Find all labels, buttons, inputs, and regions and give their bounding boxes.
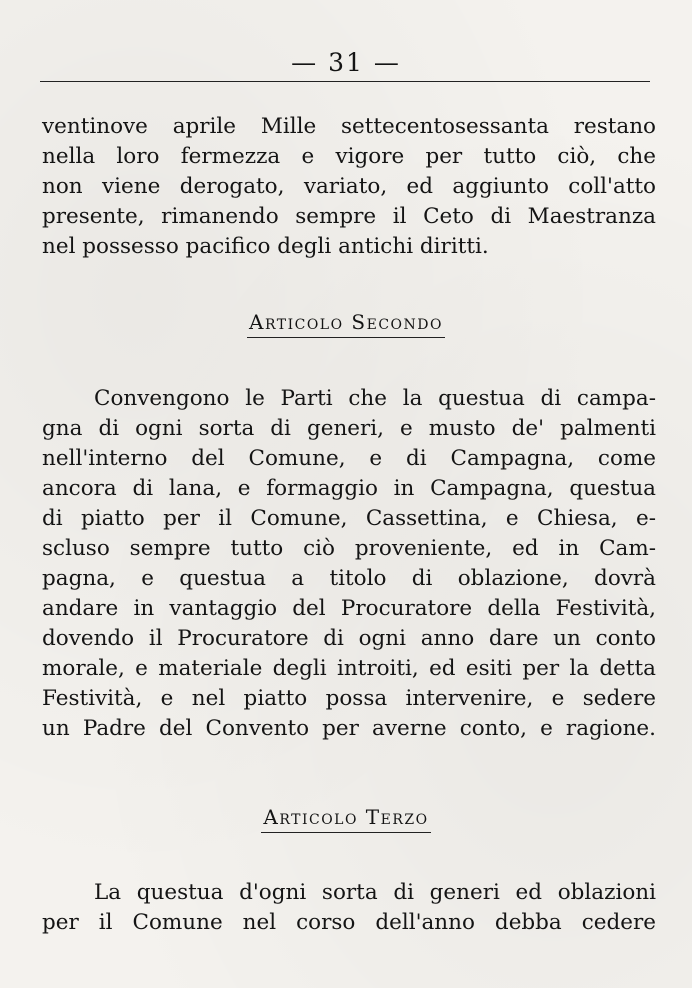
article-third-body (42, 878, 656, 938)
text-line: nel possesso pacifico degli antichi diritti. (42, 234, 489, 259)
text-line: scluso sempre tutto ciò proveniente, ed in Cam- (42, 536, 656, 561)
text-line: Festività, e nel piatto possa intervenire, e sedere (42, 686, 656, 711)
article-heading-third (0, 805, 692, 833)
text-line: andare in vantaggio del Procuratore della Festività, (42, 596, 656, 621)
paragraph-continuation (42, 112, 656, 262)
text-line: ventinove aprile Mille settecentosessanta restano (42, 114, 656, 139)
text-line: pagna, e questua a titolo di oblazione, dovrà (42, 566, 656, 591)
text-line: per il Comune nel corso dell'anno debba cedere (42, 910, 656, 935)
text-line: un Padre del Convento per averne conto, e ragione. (42, 716, 656, 741)
article-heading-text: Articolo Secondo (247, 310, 445, 338)
text-line: ancora di lana, e formaggio in Campagna, questua (42, 476, 656, 501)
text-line: morale, e materiale degli introiti, ed esiti per la detta (42, 656, 656, 681)
article-heading-text: Articolo Terzo (261, 805, 430, 833)
header-rule (40, 81, 650, 82)
text-line: presente, rimanendo sempre il Ceto di Maestranza (42, 204, 656, 229)
text-line: gna di ogni sorta di generi, e musto de' palmenti (42, 416, 656, 441)
text-line: di piatto per il Comune, Cassettina, e Chiesa, e- (42, 506, 656, 531)
text-line: Convengono le Parti che la questua di campa- (94, 386, 656, 411)
text-line: dovendo il Procuratore di ogni anno dare un conto (42, 626, 656, 651)
article-heading-second (0, 310, 692, 338)
text-line: La questua d'ogni sorta di generi ed oblazioni (94, 880, 656, 905)
text-line: nell'interno del Comune, e di Campagna, come (42, 446, 656, 471)
article-second-body (42, 384, 656, 744)
text-line: non viene derogato, variato, ed aggiunto coll'atto (42, 174, 656, 199)
page-number: — 31 — (291, 48, 401, 77)
text-line: nella loro fermezza e vigore per tutto ciò, che (42, 144, 656, 169)
